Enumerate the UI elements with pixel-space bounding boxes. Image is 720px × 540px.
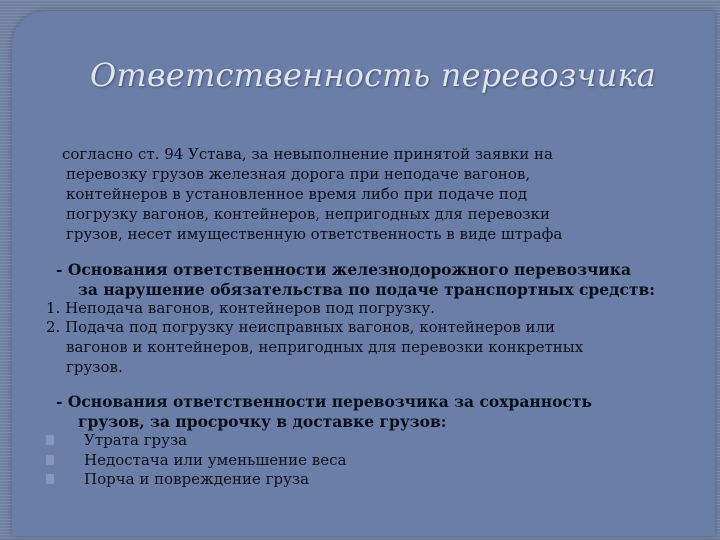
slide-title: Ответственность перевозчика: [90, 56, 657, 94]
bullet-text: Порча и повреждение груза: [84, 470, 310, 488]
list-item: [46, 317, 583, 377]
intro-line: контейнеров в установленное время либо при подаче под: [66, 185, 528, 203]
intro-paragraph: [62, 144, 672, 244]
list-item-line: грузов.: [66, 358, 123, 376]
bullet-icon: [46, 455, 54, 465]
list-item: [46, 298, 435, 318]
heading-line: за нарушение обязательства по подаче транспортных средств:: [78, 280, 655, 299]
intro-line: грузов, несет имущественную ответственность в виде штрафа: [66, 225, 563, 243]
section-heading-safety: [56, 392, 592, 432]
heading-line: грузов, за просрочку в доставке грузов:: [78, 412, 447, 431]
bullet-text: Недостача или уменьшение веса: [84, 451, 347, 469]
bullet-text: Утрата груза: [84, 431, 188, 449]
heading-line: - Основания ответственности перевозчика за сохранность: [56, 392, 592, 411]
section-heading-transport: [56, 260, 655, 300]
list-item-line: вагонов и контейнеров, непригодных для перевозки конкретных: [66, 338, 584, 356]
intro-line: перевозку грузов железная дорога при неподаче вагонов,: [66, 165, 531, 183]
intro-line: погрузку вагонов, контейнеров, непригодных для перевозки: [66, 205, 550, 223]
intro-line: согласно ст. 94 Устава, за невыполнение принятой заявки на: [62, 145, 553, 163]
bullet-icon: [46, 435, 54, 445]
heading-line: - Основания ответственности железнодорожного перевозчика: [56, 260, 632, 279]
bullet-icon: [46, 474, 54, 484]
list-item-line: 2. Подача под погрузку неисправных вагонов, контейнеров или: [46, 318, 556, 336]
list-item-line: 1. Неподача вагонов, контейнеров под погрузку.: [46, 299, 435, 317]
